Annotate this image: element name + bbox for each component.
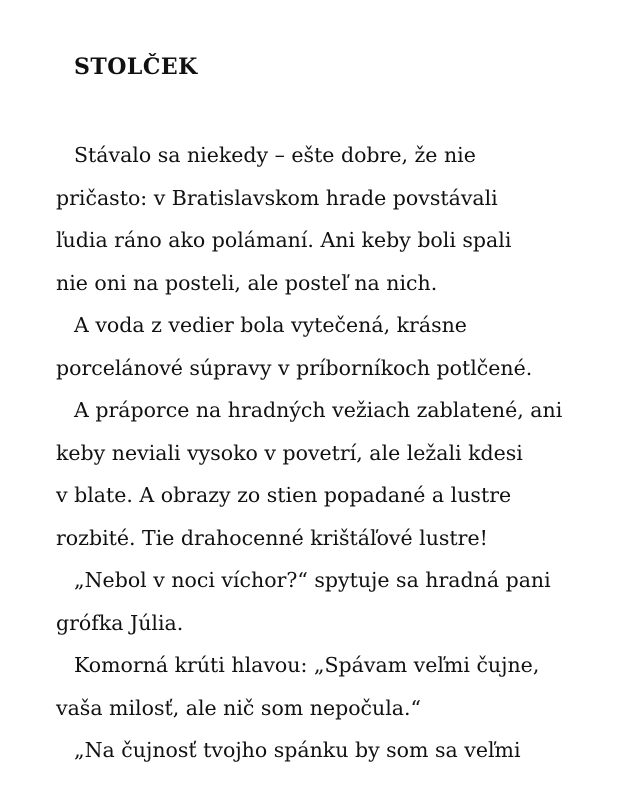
text-line: pričasto: v Bratislavskom hrade povstávali (56, 185, 498, 210)
chapter-text (56, 134, 596, 772)
text-line: vaša milosť, ale nič som nepočula.“ (56, 695, 422, 720)
text-line: ľudia ráno ako polámaní. Ani keby boli spali (56, 228, 512, 252)
text-line: „Nebol v noci víchor?“ spytuje sa hradná pani (74, 568, 551, 592)
text-line: „Na čujnosť tvojho spánku by som sa veľmi (74, 738, 521, 762)
text-line: porcelánové súpravy v príborníkoch potlčené. (56, 355, 533, 380)
text-line: grófka Júlia. (56, 610, 184, 635)
text-line: nie oni na posteli, ale posteľ na nich. (56, 270, 438, 295)
text-line: A práporce na hradných vežiach zablatené, ani (74, 398, 563, 422)
text-line: v blate. A obrazy zo stien popadané a lustre (56, 483, 512, 507)
text-line: A voda z vedier bola vytečená, krásne (74, 313, 467, 337)
chapter-title: STOLČEK (74, 54, 198, 80)
text-line: keby neviali vysoko v povetrí, ale ležali kdesi (56, 440, 523, 465)
text-line: rozbité. Tie drahocenné krištáľové lustre! (56, 525, 488, 550)
text-line: Stávalo sa niekedy – ešte dobre, že nie (74, 143, 476, 167)
text-line: Komorná krúti hlavou: „Spávam veľmi čujne, (74, 653, 540, 677)
